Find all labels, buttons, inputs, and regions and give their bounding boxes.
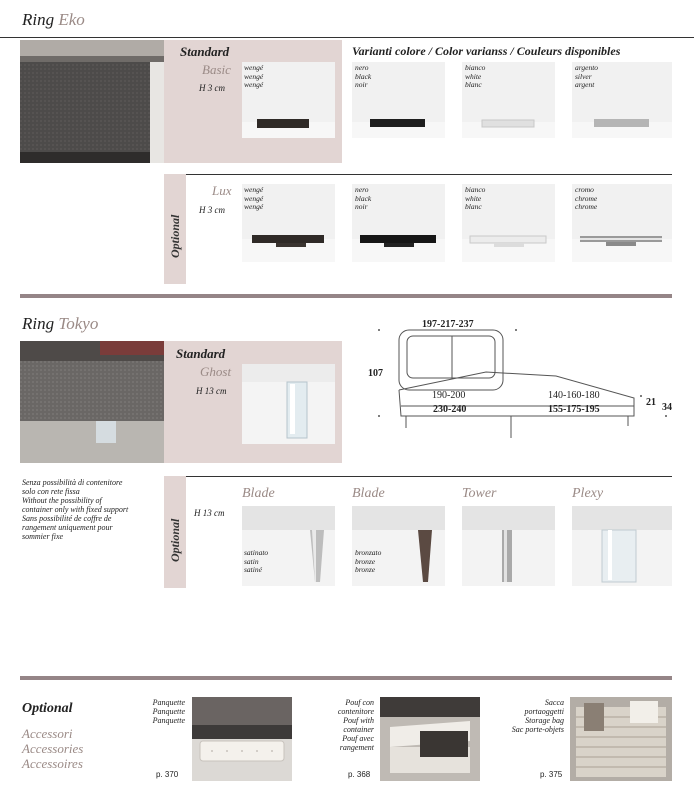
swatch-text-line: wengé — [244, 71, 264, 81]
dim-width: 197-217-237 — [422, 319, 474, 330]
accessory-text-line: Sacca — [544, 698, 564, 707]
accessory-panquette-text — [130, 698, 185, 725]
swatch-text-line: wengé — [244, 63, 264, 72]
accessory-text-line: rangement — [339, 743, 374, 752]
title-word: Ring — [22, 314, 55, 333]
divider-eko-optional — [164, 174, 672, 175]
dim-total-height: 34 — [662, 402, 672, 413]
divider-tokyo-bottom — [20, 676, 672, 680]
tokyo-bed-photo — [20, 341, 164, 463]
swatch-text-line: noir — [355, 80, 368, 89]
eko-lux-wenge-text — [244, 186, 263, 212]
swatch-text-line: bianco — [465, 63, 486, 72]
tokyo-ghost-label: Ghost — [200, 364, 232, 379]
eko-standard-label: Standard — [180, 44, 230, 59]
eko-variant-white-text — [465, 64, 485, 90]
accessories-title-line: Accessories — [22, 741, 84, 756]
tokyo-standard-label: Standard — [176, 346, 226, 361]
swatch-text-line: blanc — [465, 202, 482, 211]
tokyo-optional-label: Optional — [168, 518, 182, 562]
swatch-text-line: bronze — [355, 556, 376, 566]
accessory-text-line: Storage bag — [525, 716, 564, 725]
accessory-text-line: Pouf con — [345, 698, 374, 707]
accessory-text-line: container — [343, 725, 374, 734]
foot-tower-name: Tower — [462, 486, 497, 501]
swatch-text-line: satiné — [244, 565, 262, 574]
accessory-panquette-page: p. 370 — [156, 770, 179, 779]
foot-tower-swatch — [462, 506, 555, 586]
tokyo-container-note — [22, 478, 162, 541]
dim-frame-height: 21 — [646, 397, 656, 408]
swatch-text-line: chrome — [575, 202, 598, 211]
accessories-titles — [22, 726, 83, 771]
accessory-text-line: Pouf with — [343, 716, 374, 725]
swatch-text-line: argento — [575, 63, 599, 72]
swatch-text-line: bianco — [465, 185, 486, 194]
accessory-bag-page: p. 375 — [540, 770, 563, 779]
note-line: solo con rete fissa — [22, 487, 80, 496]
tokyo-ghost-swatch — [242, 364, 335, 444]
swatch-text-line: chrome — [575, 193, 598, 203]
foot-plexy-name: Plexy — [572, 486, 604, 501]
accessory-text-line: Panquette — [152, 707, 185, 716]
eko-bed-photo — [20, 40, 164, 163]
accessory-panquette-photo — [192, 697, 292, 781]
swatch-text-line: satinato — [244, 548, 269, 557]
accessories-optional-label: Optional — [22, 701, 73, 716]
accessory-text-line: portaoggetti — [524, 707, 564, 716]
note-line: Without the possibility of — [22, 496, 102, 505]
note-line: Senza possibilità di contenitore — [22, 478, 123, 487]
accessories-title-line: Accessoires — [22, 756, 83, 771]
title-model: Eko — [58, 10, 85, 29]
accessory-pouf-text — [318, 698, 374, 752]
swatch-text-line: white — [465, 71, 482, 81]
eko-lux-chrome-text — [575, 186, 597, 212]
eko-standard-swatch-text — [244, 64, 263, 90]
note-line: Sans possibilité de coffre de — [22, 514, 112, 523]
swatch-text-line: silver — [575, 71, 592, 81]
swatch-text-line: noir — [355, 202, 368, 211]
dim-outer-width: 155-175-195 — [548, 404, 600, 415]
accessory-text-line: Panquette — [152, 698, 185, 707]
note-line: rangement uniquement pour — [22, 523, 113, 532]
swatch-text-line: black — [355, 193, 372, 203]
dim-outer-length: 230-240 — [433, 404, 467, 415]
accessory-bag-photo — [570, 697, 672, 781]
accessory-bag-text — [496, 698, 564, 734]
eko-lux-black-text — [355, 186, 371, 212]
section-title-eko — [22, 10, 85, 30]
dim-inner-length: 190-200 — [432, 390, 466, 401]
tokyo-ghost-height: H 13 cm — [196, 386, 227, 396]
swatch-text-line: wengé — [244, 202, 264, 211]
divider-eko-bottom — [20, 294, 672, 298]
foot-blade-bronze-text — [355, 549, 381, 575]
swatch-text-line: satin — [244, 556, 259, 566]
eko-basic-label: Basic — [202, 62, 231, 77]
title-word: Ring — [22, 10, 55, 29]
eko-lux-white-text — [465, 186, 485, 212]
eko-variants-title: Varianti colore / Color varianss / Couleurs disponibles — [352, 44, 621, 58]
swatch-text-line: bronze — [355, 565, 376, 574]
swatch-text-line: wengé — [244, 185, 264, 194]
foot-plexy-swatch — [572, 506, 672, 586]
accessory-pouf-photo — [380, 697, 480, 781]
eko-optional-label: Optional — [168, 214, 182, 258]
dim-inner-width: 140-160-180 — [548, 390, 600, 401]
note-line: sommier fixe — [22, 532, 64, 541]
eko-variant-black-text — [355, 64, 371, 90]
eko-lux-height: H 3 cm — [199, 205, 225, 215]
foot-blade-satin-name: Blade — [242, 486, 275, 501]
foot-blade-satin-text — [244, 549, 268, 575]
eko-basic-height: H 3 cm — [199, 83, 225, 93]
accessory-pouf-page: p. 368 — [348, 770, 371, 779]
swatch-text-line: wengé — [244, 80, 264, 89]
title-model: Tokyo — [58, 314, 99, 333]
tokyo-dimension-diagram — [366, 316, 680, 442]
swatch-text-line: black — [355, 71, 372, 81]
note-line: container only with fixed support — [22, 505, 129, 514]
tokyo-optional-height: H 13 cm — [194, 508, 225, 518]
swatch-text-line: cromo — [575, 185, 594, 194]
swatch-text-line: nero — [355, 185, 369, 194]
swatch-text-line: argent — [575, 80, 595, 89]
swatch-text-line: wengé — [244, 193, 264, 203]
divider-tokyo-optional — [164, 476, 672, 477]
swatch-text-line: nero — [355, 63, 369, 72]
divider-eko-top — [0, 37, 694, 38]
dim-height: 107 — [368, 368, 383, 379]
swatch-text-line: bronzato — [355, 548, 382, 557]
accessories-title-line: Accessori — [22, 726, 73, 741]
accessory-text-line: Pouf avec — [342, 734, 374, 743]
accessory-text-line: Sac porte-objets — [511, 725, 564, 734]
swatch-text-line: white — [465, 193, 482, 203]
eko-lux-label: Lux — [212, 183, 232, 198]
section-title-tokyo — [22, 314, 98, 334]
swatch-text-line: blanc — [465, 80, 482, 89]
accessory-text-line: contenitore — [337, 707, 374, 716]
accessory-text-line: Panquette — [152, 716, 185, 725]
foot-blade-bronze-name: Blade — [352, 486, 385, 501]
eko-variant-silver-text — [575, 64, 598, 90]
